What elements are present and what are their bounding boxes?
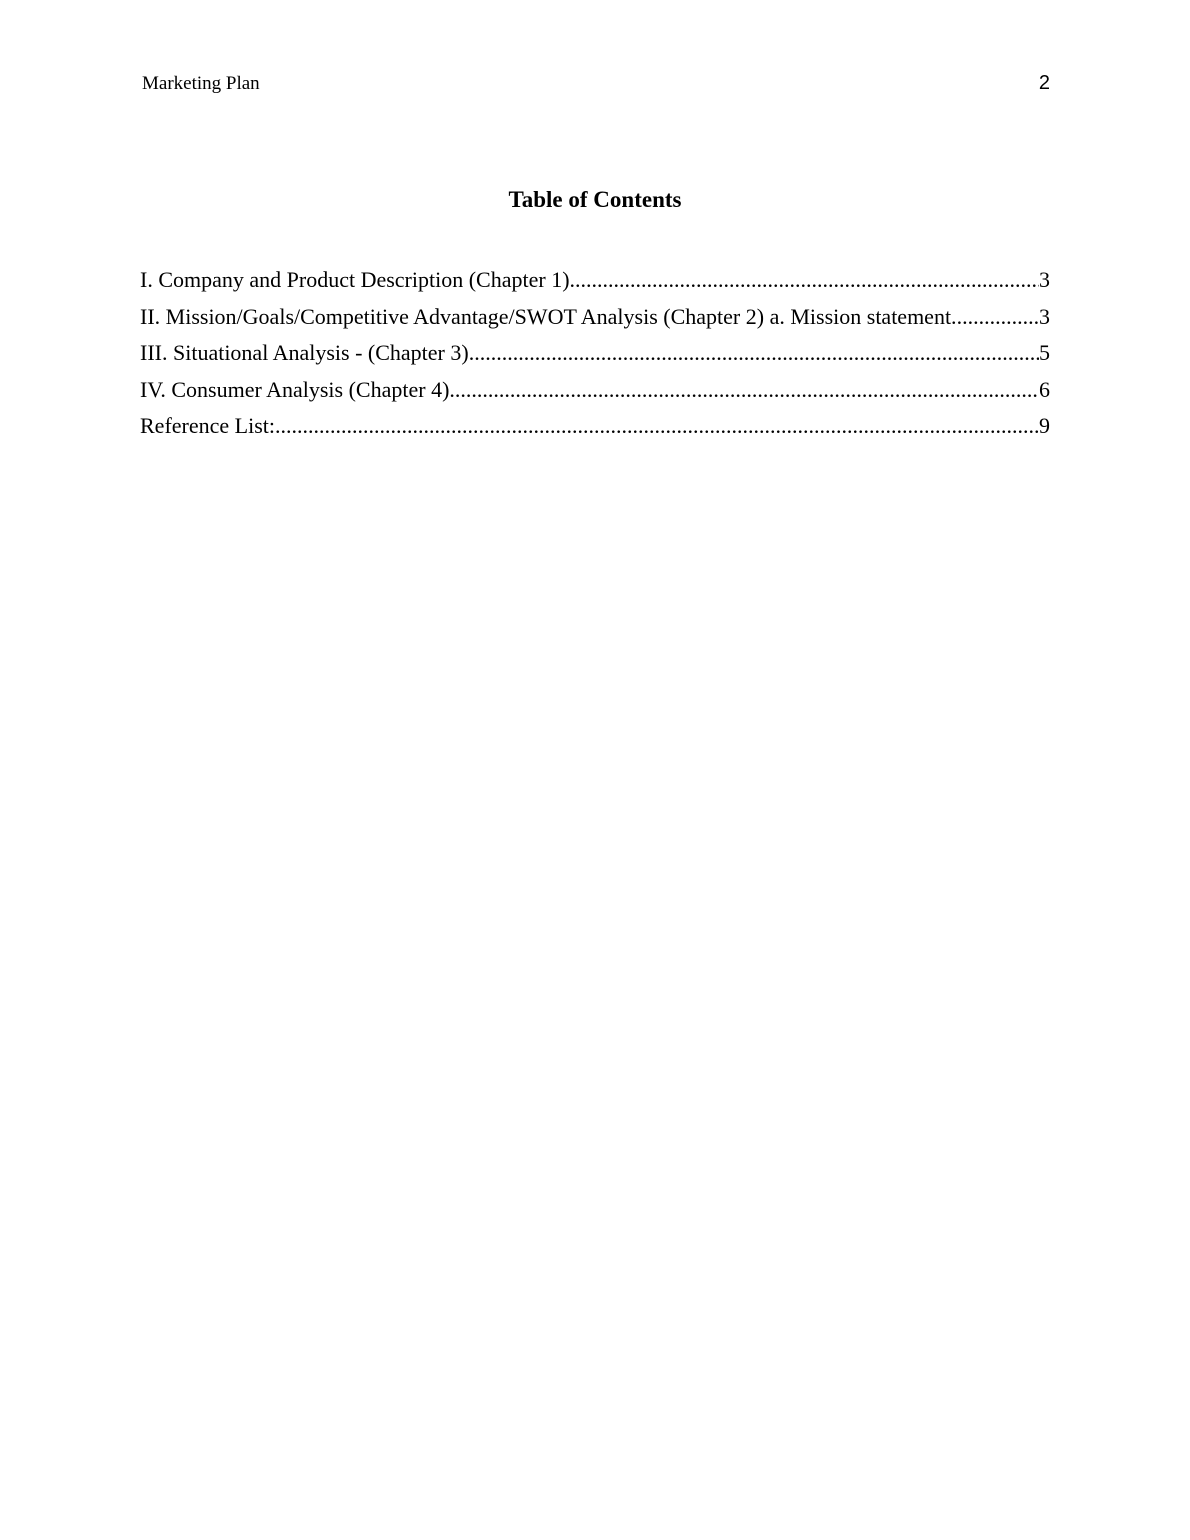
toc-dot-leader	[957, 303, 1039, 331]
toc-entry-page: 3	[1039, 303, 1050, 329]
toc-list	[140, 266, 1050, 449]
toc-dot-leader	[449, 376, 1039, 404]
page-number: 2	[1038, 72, 1050, 94]
toc-entry-page: 3	[1039, 267, 1050, 292]
toc-entry-reference-list[interactable]	[140, 412, 1050, 449]
toc-entry-label: III. Situational Analysis - (Chapter 3)	[140, 340, 469, 365]
toc-entry-page: 9	[1039, 413, 1050, 438]
toc-dot-leader	[275, 412, 1039, 440]
toc-heading: Table of Contents	[508, 187, 682, 212]
toc-dot-leader	[570, 266, 1039, 294]
toc-entry-chapter-3[interactable]	[140, 339, 1050, 376]
toc-entry-page: 6	[1039, 376, 1050, 402]
toc-entry-page: 5	[1039, 340, 1050, 365]
toc-entry-chapter-1[interactable]	[140, 266, 1050, 303]
toc-entry-chapter-2[interactable]	[140, 303, 1050, 340]
toc-entry-chapter-4[interactable]	[140, 376, 1050, 413]
toc-entry-label: IV. Consumer Analysis (Chapter 4)	[140, 376, 450, 402]
toc-entry-label: Reference List:	[140, 413, 275, 438]
toc-dot-leader	[469, 339, 1039, 367]
running-header-title: Marketing Plan	[142, 73, 260, 94]
toc-entry-label: II. Mission/Goals/Competitive Advantage/SWOT Analysis (Chapter 2) a. Mission statement.	[140, 303, 957, 329]
toc-entry-label: I. Company and Product Description (Chapter 1)	[140, 267, 570, 292]
